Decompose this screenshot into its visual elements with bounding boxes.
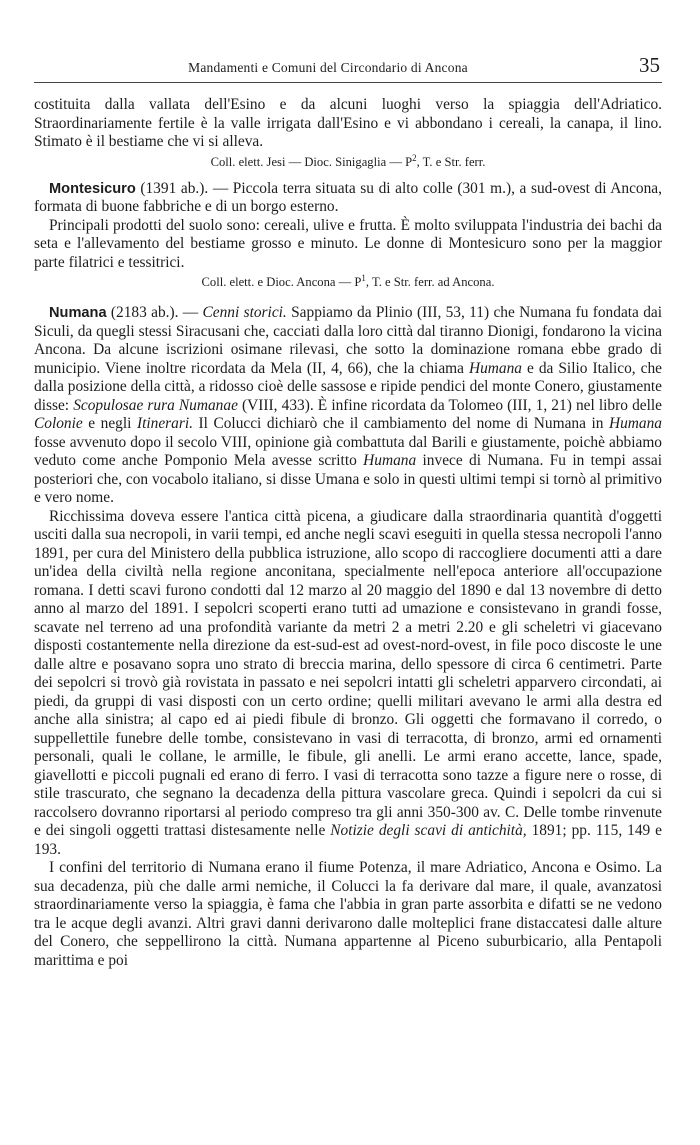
montesicuro-paragraph-2: Principali prodotti del suolo sono: cereali, ulive e frutta. È molto sviluppata l'industria dei bachi da seta e l'allevamento del bestiame grosso e minuto. Le donne di Montesicuro sono per la maggior parte filatrici e tessitrici. [34, 216, 662, 271]
intro-paragraph: costituita dalla vallata dell'Esino e da alcuni luoghi verso la spiaggia dell'Adriatico. Straordinariamente fertile è la valle irrigata dall'Esino e vi abbondano i cereali, la canapa, il lino. Stimato è il bestiame che vi si alleva. [34, 96, 662, 150]
numana-paragraph-1: Numana (2183 ab.). — Cenni storici. Sappiamo da Plinio (III, 53, 11) che Numana fu fondata dai Siculi, da quegli stessi Siracusani che, cacciati dalla loro città dal tiranno Dionigi, fondarono la vicina Ancona. Da alcune iscrizioni osimane rilevasi, che sotto la dominazione romana ebbe grado di municipio. Viene inoltre ricordata da Mela (II, 4, 66), che la chiama Humana e da Silio Italico, che dalla posizione della città, a ridosso cioè delle sassose e ripide pendici del monte Conero, giustamente disse: Scopulosae rura Numanae (VIII, 433). È infine ricordata da Tolomeo (III, 1, 21) nel libro delle Colonie e negli Itinerari. Il Colucci dichiarò che il cambiamento del nome di Numana in Humana fosse avvenuto dopo il secolo VIII, opinione già combattuta dal Barili e giustamente, poichè abbiamo veduto come anche Pomponio Mela avesse scritto Humana invece di Numana. Fu in tempi assai posteriori che, con vocabolo italiano, si disse Umana e solo in questi ultimi tempi si tornò al primitivo e vero nome. [34, 304, 663, 506]
entry-name-montesicuro: Montesicuro [49, 180, 136, 197]
numana-paragraph-3: I confini del territorio di Numana erano il fiume Potenza, il mare Adriatico, Ancona e Osimo. La sua decadenza, più che dalle armi nemiche, il Colucci la fa derivare dal mare, il quale, avanzatosi straordinariamente verso la spiaggia, è fama che l'abbia in gran parte assorbita e difatti se ne vedono tra le acque degli avanzi. Altri gravi danni derivarono dalle molteplici frane distaccatesi dalle alture del Conero, che seppellirono la città. Numana appartenne al Piceno suburbicario, alla Pentapoli marittima e poi [34, 859, 662, 969]
page-number: 35 [639, 53, 660, 77]
numana-paragraph-2: Ricchissima doveva essere l'antica città picena, a giudicare dalla straordinaria quantità d'oggetti usciti dalla sua necropoli, in varii tempi, ed anche negli scavi eseguiti in quella stessa necropoli l'anno 1891, per cura del Ministero della pubblica istruzione, allo scopo di raccogliere documenti atti a dare un'idea della civiltà nella regione anconitana, specialmente nell'epoca anteriore all'occupazione romana. I detti scavi furono condotti dal 12 marzo al 20 maggio del 1890 e dal 13 novembre di detto anno al marzo del 1891. I sepolcri scoperti erano tutti ad umazione e consistevano in grandi fosse, scavate nel terreno ad una profondità variante da metri 2 a metri 2.20 e gli scheletri vi giacevano disposti costantemente nella direzione da est-sud-est ad ovest-nord-ovest, in file poco discoste le une dalle altre e posavano sopra uno strato di breccia marina, dello spessore di circa 6 centimetri. Parte dei sepolcri si trovò già rovistata in passato e nei sepolcri intatti gli scheletri apparvero circondati, ai piedi, da gruppi di vasi disposti con un certo ordine; quelli militari avevano le armi alla destra ed anche alla sinistra; al capo ed ai piedi fibule di bronzo. Gli oggetti che formavano il corredo, o suppellettile funebre delle tombe, consistevano in vasi di terracotta, di bronzo, armi ed ornamenti personali, quali le collane, le armille, le fibule, gli anelli. Le armi erano accette, lance, spade, giavellotti e piccoli pugnali ed erano di ferro. I vasi di terracotta sono tazze a figure nere o rosse, di stile trascurato, che segnano la decadenza della pittura vascolare greca. Quindi i sepolcri da cui si raccolsero dovranno riportarsi al periodo compreso tra gli anni 350-300 av. C. Delle tombe rinvenute e dei singoli oggetti trattasi distesamente nelle Notizie degli scavi di antichità, 1891; pp. 115, 149 e 193. [34, 507, 662, 858]
montesicuro-note: Coll. elett. e Dioc. Ancona — $P^1$, T. e Str. ferr. ad Ancona. [201, 272, 495, 289]
entry-name-numana: Numana [49, 305, 107, 321]
running-head [34, 52, 662, 83]
page-body [34, 96, 662, 970]
intro-note: Coll. elett. Jesi — Dioc. Sinigaglia — $P^2$, T. e Str. ferr. [210, 152, 486, 169]
montesicuro-paragraph-1: Montesicuro (1391 ab.). — Piccola terra situata su di alto colle (301 m.), a sud-ovest di Ancona, formata di buone fabbriche e di un borgo esterno. [34, 179, 662, 215]
running-title: Mandamenti e Comuni del Circondario di Ancona [188, 60, 468, 75]
